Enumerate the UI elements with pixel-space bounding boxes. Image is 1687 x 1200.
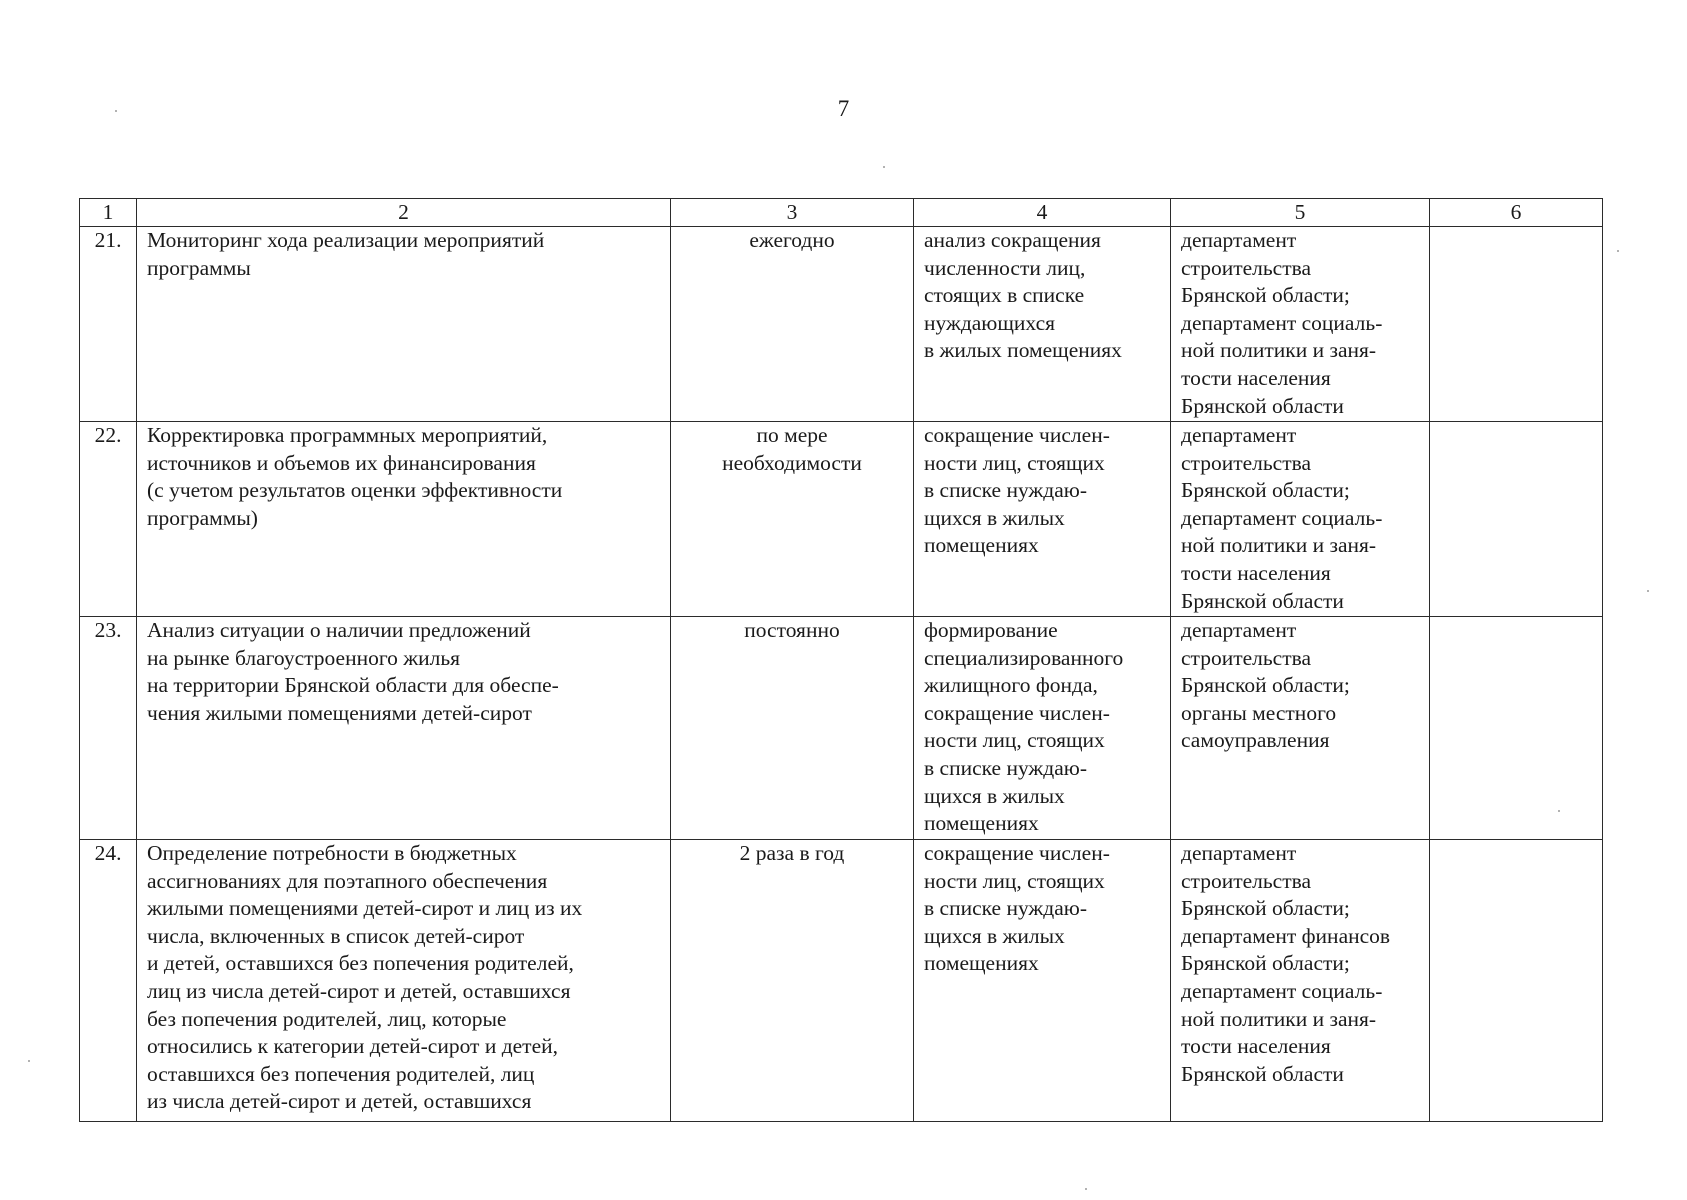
cell-text-line: численности лиц, xyxy=(924,255,1086,280)
cell-text-line: самоуправления xyxy=(1181,728,1330,753)
result-cell xyxy=(914,422,1171,617)
note-cell xyxy=(1430,617,1603,840)
row-number-cell: 23. xyxy=(80,617,137,840)
column-number-4: 4 xyxy=(914,199,1171,227)
term-cell xyxy=(671,617,914,840)
cell-text-line: департамент социаль- xyxy=(1181,978,1383,1003)
cell-text-line: числа, включенных в список детей-сирот xyxy=(147,923,525,948)
row-number-cell: 21. xyxy=(80,227,137,422)
cell-text-line: относились к категории детей-сирот и детей, xyxy=(147,1034,558,1059)
cell-text-line: департамент финансов xyxy=(1181,923,1391,948)
cell-text-line: тости населения xyxy=(1181,365,1331,390)
cell-text-line: помещениях xyxy=(924,811,1039,836)
cell-text-line: Брянской области; xyxy=(1181,896,1350,921)
cell-text-line: оставшихся без попечения родителей, лиц xyxy=(147,1061,535,1086)
column-number-3: 3 xyxy=(671,199,914,227)
cell-text-line: помещениях xyxy=(924,951,1039,976)
event-cell xyxy=(137,617,671,840)
cell-text-line: Брянской области; xyxy=(1181,478,1350,503)
scan-speck xyxy=(115,110,117,112)
responsible-cell xyxy=(1171,617,1430,840)
cell-text-line: департамент социаль- xyxy=(1181,505,1383,530)
cell-text-line: Анализ ситуации о наличии предложений xyxy=(147,618,531,642)
cell-text-line: и детей, оставшихся без попечения родителей, xyxy=(147,951,574,976)
cell-text-line: департамент социаль- xyxy=(1181,310,1383,335)
cell-text-line: Брянской области; xyxy=(1181,951,1350,976)
cell-text-line: строительства xyxy=(1181,645,1312,670)
column-number-1: 1 xyxy=(80,199,137,227)
note-cell xyxy=(1430,227,1603,422)
cell-text-line: источников и объемов их финансирования xyxy=(147,450,536,475)
column-number-6: 6 xyxy=(1430,199,1603,227)
cell-text-line: Брянской области xyxy=(1181,588,1344,613)
cell-text-line: строительства xyxy=(1181,450,1312,475)
note-cell xyxy=(1430,840,1603,1122)
cell-text-line: специализированного xyxy=(924,645,1124,670)
cell-text-line: департамент xyxy=(1181,228,1297,252)
table-row xyxy=(80,227,1603,422)
table-row xyxy=(80,840,1603,1122)
cell-text-line: ности лиц, стоящих xyxy=(924,450,1105,475)
cell-text-line: чения жилыми помещениями детей-сирот xyxy=(147,700,532,725)
row-number-cell: 24. xyxy=(80,840,137,1122)
cell-text-line: без попечения родителей, лиц, которые xyxy=(147,1006,507,1031)
scan-speck xyxy=(28,1060,30,1062)
cell-text-line: щихся в жилых xyxy=(924,783,1065,808)
cell-text-line: жилищного фонда, xyxy=(924,673,1098,698)
scan-speck xyxy=(1617,250,1619,252)
cell-text-line: Брянской области xyxy=(1181,1061,1344,1086)
cell-text-line: тости населения xyxy=(1181,1034,1331,1059)
cell-text-line: помещениях xyxy=(924,533,1039,558)
cell-text-line: сокращение числен- xyxy=(924,423,1110,447)
cell-text-line: программы) xyxy=(147,505,258,530)
cell-text-line: тости населения xyxy=(1181,560,1331,585)
cell-text-line: из числа детей-сирот и детей, оставшихся xyxy=(147,1089,532,1114)
cell-text-line: органы местного xyxy=(1181,700,1337,725)
table-row xyxy=(80,422,1603,617)
measures-table xyxy=(79,198,1603,1122)
table-header-row xyxy=(80,199,1603,227)
table-row xyxy=(80,617,1603,840)
cell-text-line: ности лиц, стоящих xyxy=(924,868,1105,893)
scan-speck xyxy=(883,166,885,168)
cell-text-line: по мере xyxy=(756,423,828,447)
row-number-cell: 22. xyxy=(80,422,137,617)
cell-text-line: строительства xyxy=(1181,255,1312,280)
cell-text-line: ной политики и заня- xyxy=(1181,338,1377,363)
cell-text-line: постоянно xyxy=(744,618,840,642)
cell-text-line: жилыми помещениями детей-сирот и лиц из их xyxy=(147,896,583,921)
term-cell xyxy=(671,840,914,1122)
responsible-cell xyxy=(1171,840,1430,1122)
cell-text-line: 2 раза в год xyxy=(739,841,845,865)
column-number-2: 2 xyxy=(137,199,671,227)
responsible-cell xyxy=(1171,227,1430,422)
cell-text-line: ности лиц, стоящих xyxy=(924,728,1105,753)
cell-text-line: департамент xyxy=(1181,841,1297,865)
cell-text-line: формирование xyxy=(924,618,1058,642)
cell-text-line: Брянской области xyxy=(1181,393,1344,418)
responsible-cell xyxy=(1171,422,1430,617)
cell-text-line: в списке нуждаю- xyxy=(924,755,1087,780)
term-cell xyxy=(671,422,914,617)
result-cell xyxy=(914,227,1171,422)
cell-text-line: ежегодно xyxy=(749,228,835,252)
result-cell xyxy=(914,840,1171,1122)
cell-text-line: сокращение числен- xyxy=(924,841,1110,865)
cell-text-line: в жилых помещениях xyxy=(924,338,1122,363)
cell-text-line: программы xyxy=(147,255,251,280)
cell-text-line: нуждающихся xyxy=(924,310,1055,335)
cell-text-line: Брянской области; xyxy=(1181,283,1350,308)
cell-text-line: Определение потребности в бюджетных xyxy=(147,841,517,865)
cell-text-line: ной политики и заня- xyxy=(1181,1006,1377,1031)
result-cell xyxy=(914,617,1171,840)
note-cell xyxy=(1430,422,1603,617)
cell-text-line: щихся в жилых xyxy=(924,505,1065,530)
cell-text-line: анализ сокращения xyxy=(924,228,1101,252)
cell-text-line: необходимости xyxy=(722,450,862,475)
cell-text-line: в списке нуждаю- xyxy=(924,478,1087,503)
column-number-5: 5 xyxy=(1171,199,1430,227)
scan-speck xyxy=(1558,810,1560,812)
cell-text-line: департамент xyxy=(1181,423,1297,447)
cell-text-line: Брянской области; xyxy=(1181,673,1350,698)
scan-speck xyxy=(1085,1188,1087,1190)
event-cell xyxy=(137,422,671,617)
cell-text-line: на рынке благоустроенного жилья xyxy=(147,645,461,670)
cell-text-line: ной политики и заня- xyxy=(1181,533,1377,558)
event-cell xyxy=(137,227,671,422)
event-cell xyxy=(137,840,671,1122)
cell-text-line: щихся в жилых xyxy=(924,923,1065,948)
cell-text-line: в списке нуждаю- xyxy=(924,896,1087,921)
cell-text-line: строительства xyxy=(1181,868,1312,893)
cell-text-line: лиц из числа детей-сирот и детей, оставшихся xyxy=(147,978,571,1003)
cell-text-line: сокращение числен- xyxy=(924,700,1110,725)
cell-text-line: департамент xyxy=(1181,618,1297,642)
cell-text-line: стоящих в списке xyxy=(924,283,1085,308)
cell-text-line: Мониторинг хода реализации мероприятий xyxy=(147,228,545,252)
cell-text-line: на территории Брянской области для обеспе- xyxy=(147,673,559,698)
cell-text-line: Корректировка программных мероприятий, xyxy=(147,423,548,447)
term-cell xyxy=(671,227,914,422)
cell-text-line: ассигнованиях для поэтапного обеспечения xyxy=(147,868,548,893)
scan-speck xyxy=(1647,590,1649,592)
cell-text-line: (с учетом результатов оценки эффективности xyxy=(147,478,563,503)
page-number: 7 xyxy=(837,96,850,121)
